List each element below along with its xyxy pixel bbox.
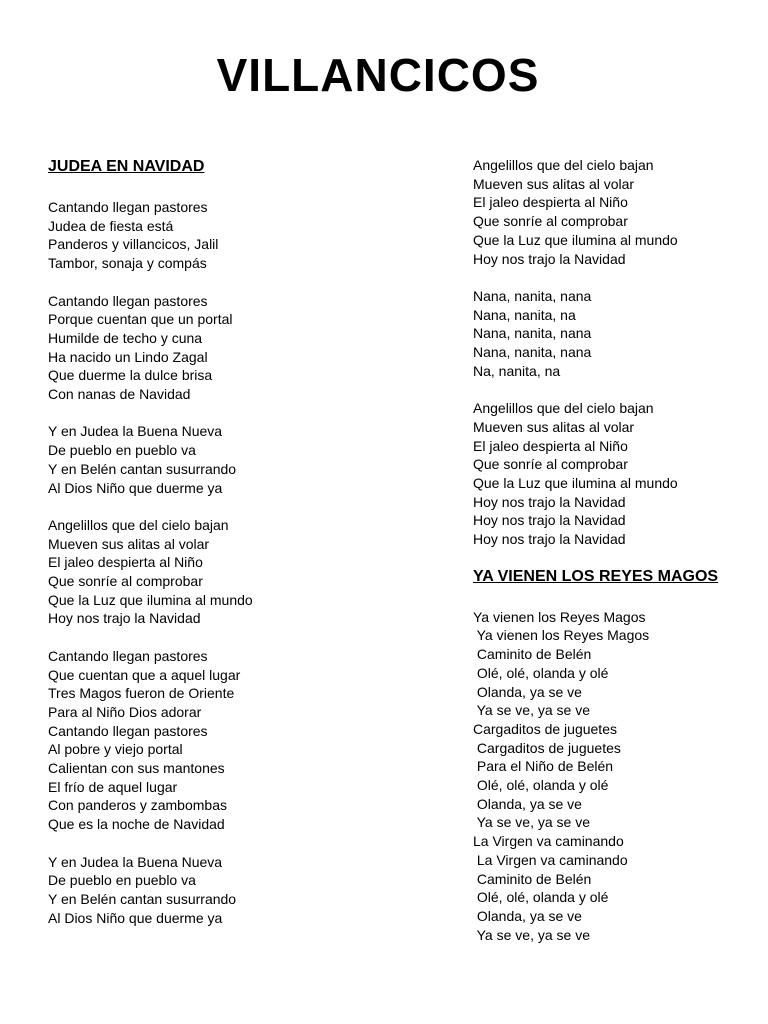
lyric-line: Calientan con sus mantones [48,760,225,777]
lyric-line: Ya se ve, ya se ve [473,702,590,719]
stanza [48,422,338,497]
song-title-judea-en-navidad: JUDEA EN NAVIDAD [48,158,205,175]
stanza [473,608,763,945]
lyric-line: Nana, nanita, nana [473,344,592,361]
lyric-line: Que cuentan que a aquel lugar [48,666,241,683]
lyric-line: Tres Magos fueron de Oriente [48,685,235,702]
lyric-line: Hoy nos trajo la Navidad [473,493,626,510]
lyrics-judea-en-navidad-continued [473,156,763,549]
lyric-line: Al Dios Niño que duerme ya [48,909,223,926]
lyric-line: La Virgen va caminando [473,851,628,868]
stanza [48,292,338,404]
lyrics-ya-vienen-los-reyes-magos [473,608,763,945]
lyric-line: Angelillos que del cielo bajan [473,400,654,417]
lyric-line: Judea de fiesta está [48,217,174,234]
lyric-line: Cantando llegan pastores [48,722,208,739]
lyric-line: Ya vienen los Reyes Magos [473,608,646,625]
lyric-line: Y en Belén cantan susurrando [48,890,237,907]
lyric-line: Con panderos y zambombas [48,797,227,814]
lyric-line: Y en Judea la Buena Nueva [48,853,223,870]
stanza [473,156,763,268]
stanza [48,516,338,628]
stanza [48,853,338,928]
lyric-line: Mueven sus alitas al volar [48,535,210,552]
lyric-line: De pueblo en pueblo va [48,872,196,889]
lyric-line: Que sonríe al comprobar [48,573,203,590]
lyric-line: Ha nacido un Lindo Zagal [48,348,208,365]
lyric-line: Que duerme la dulce brisa [48,367,213,384]
lyric-line: Hoy nos trajo la Navidad [473,512,626,529]
stanza [473,287,763,381]
stanza [48,198,338,273]
lyric-line: Olé, olé, olanda y olé [473,777,609,794]
lyric-line: Nana, nanita, nana [473,325,592,342]
lyric-line: Y en Judea la Buena Nueva [48,423,223,440]
lyric-line: Nana, nanita, na [473,306,576,323]
lyric-line: Olanda, ya se ve [473,795,582,812]
right-column [473,156,763,944]
lyric-line: Al Dios Niño que duerme ya [48,479,223,496]
lyric-line: Olé, olé, olanda y olé [473,889,609,906]
lyrics-judea-en-navidad [48,198,338,927]
lyric-line: Porque cuentan que un portal [48,311,233,328]
lyric-line: Cantando llegan pastores [48,292,208,309]
lyric-line: Olé, olé, olanda y olé [473,664,609,681]
lyric-line: La Virgen va caminando [473,833,624,850]
lyric-line: Que la Luz que ilumina al mundo [48,591,253,608]
lyric-line: Olanda, ya se ve [473,683,582,700]
document-title: VILLANCICOS [216,49,540,101]
stanza [48,647,338,834]
lyric-line: El jaleo despierta al Niño [473,194,628,211]
lyric-line: Para el Niño de Belén [473,758,614,775]
lyric-line: Con nanas de Navidad [48,386,191,403]
lyric-line: El jaleo despierta al Niño [48,554,203,571]
lyric-line: Olanda, ya se ve [473,907,582,924]
lyric-line: Y en Belén cantan susurrando [48,460,237,477]
lyric-line: Al pobre y viejo portal [48,741,183,758]
lyric-line: Que sonríe al comprobar [473,213,628,230]
lyric-line: Angelillos que del cielo bajan [473,157,654,173]
lyric-line: Ya vienen los Reyes Magos [473,627,650,644]
left-column [48,156,338,927]
lyric-line: Que sonríe al comprobar [473,456,628,473]
lyric-line: Caminito de Belén [473,870,592,887]
lyric-line: Que es la noche de Navidad [48,816,225,833]
lyric-line: El jaleo despierta al Niño [473,437,628,454]
lyric-line: Cargaditos de juguetes [473,720,617,737]
lyric-line: Panderos y villancicos, Jalil [48,236,219,253]
lyric-line: Cantando llegan pastores [48,199,208,215]
lyric-line: Ya se ve, ya se ve [473,814,590,831]
lyric-line: Que la Luz que ilumina al mundo [473,474,678,491]
lyric-line: Na, nanita, na [473,362,561,379]
lyric-line: Humilde de techo y cuna [48,329,203,346]
lyric-line: Cantando llegan pastores [48,647,208,664]
lyric-line: Mueven sus alitas al volar [473,418,635,435]
lyric-line: Para al Niño Dios adorar [48,703,202,720]
lyric-line: Caminito de Belén [473,646,592,663]
lyric-line: Hoy nos trajo la Navidad [48,610,201,627]
lyric-line: El frío de aquel lugar [48,778,178,795]
lyric-line: Tambor, sonaja y compás [48,255,207,272]
lyric-line: Cargaditos de juguetes [473,739,621,756]
lyric-line: Nana, nanita, nana [473,287,592,304]
lyric-line: Hoy nos trajo la Navidad [473,531,626,548]
lyric-line: Mueven sus alitas al volar [473,175,635,192]
lyric-line: De pueblo en pueblo va [48,442,196,459]
song-title-ya-vienen-los-reyes-magos: YA VIENEN LOS REYES MAGOS [473,567,719,585]
lyric-line: Que la Luz que ilumina al mundo [473,231,678,248]
stanza [473,399,763,549]
lyric-line: Hoy nos trajo la Navidad [473,250,626,267]
lyric-line: Angelillos que del cielo bajan [48,516,229,533]
lyric-line: Ya se ve, ya se ve [473,926,590,943]
